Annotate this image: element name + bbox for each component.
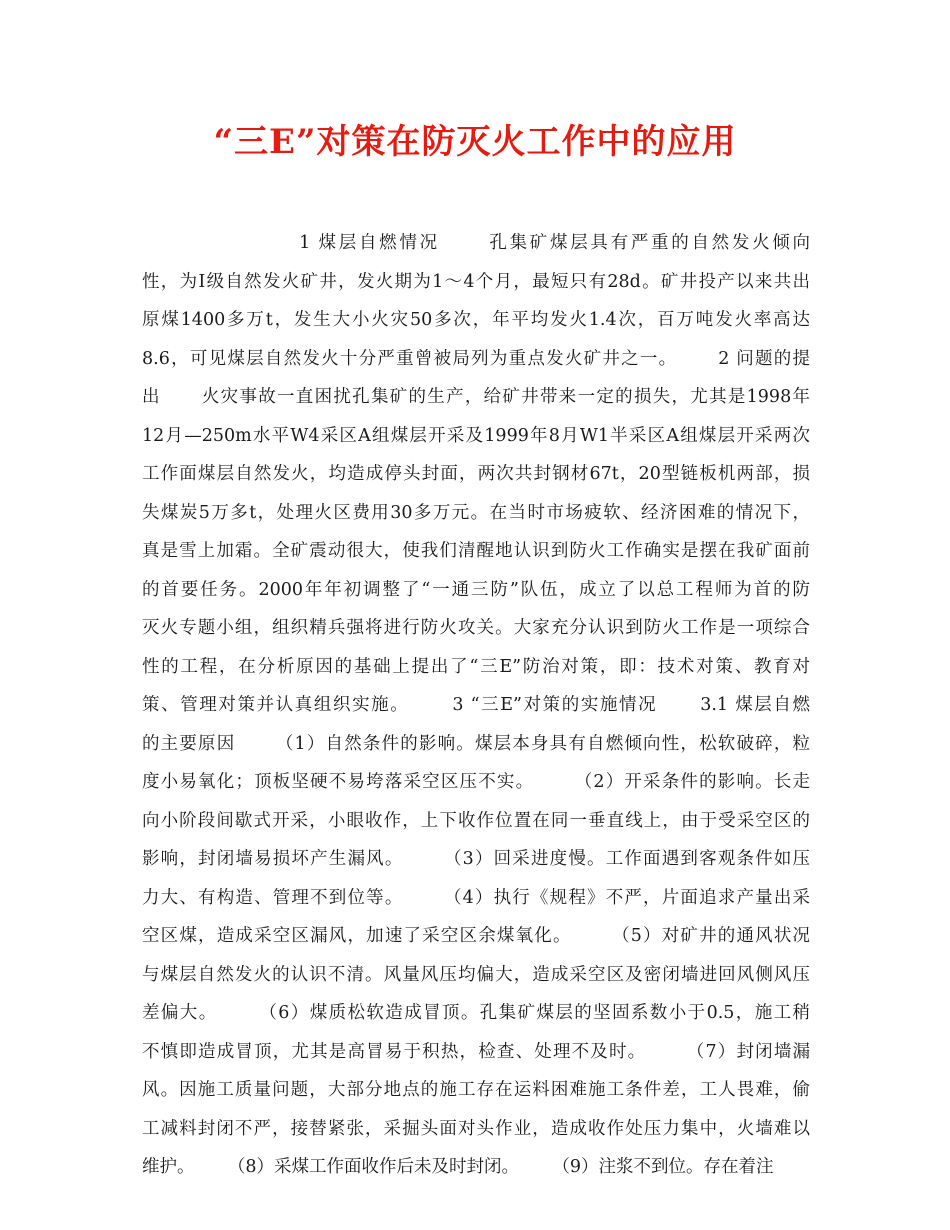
text-line: 不慎即造成冒顶，尤其是高冒易于积热，检查、处理不及时。 （7）封闭墙漏	[142, 1041, 810, 1062]
text-line: 灭火专题小组，组织精兵强将进行防火攻关。大家充分认识到防火工作是一项综合	[142, 618, 810, 638]
text-line: 性的工程，在分析原因的基础上提出了“三E”防治对策，即：技术对策、教育对	[142, 656, 810, 677]
text-line: 1 煤层自燃情况 孔集矿煤层具有严重的自然发火倾向	[142, 233, 810, 253]
text-line: 出 火灾事故一直困扰孔集矿的生产，给矿井带来一定的损失，尤其是1998年	[142, 387, 810, 407]
text-line: 策、管理对策并认真组织实施。 3 “三E”对策的实施情况 3.1 煤层自燃	[142, 695, 810, 715]
text-line: 失煤炭5万多t，处理火区费用30多万元。在当时市场疲软、经济困难的情况下，	[142, 502, 810, 523]
text-line: 风。因施工质量问题，大部分地点的施工存在运料困难施工条件差，工人畏难，偷	[142, 1080, 810, 1100]
document-title: “三E”对策在防灭火工作中的应用	[213, 122, 737, 162]
text-line: 的首要任务。2000年年初调整了“一通三防”队伍，成立了以总工程师为首的防	[142, 579, 810, 600]
text-line: 真是雪上加霜。全矿震动很大，使我们清醒地认识到防火工作确实是摆在我矿面前	[142, 541, 810, 561]
text-line: 向小阶段间歇式开采，小眼收作，上下收作位置在同一垂直线上，由于受采空区的	[142, 810, 810, 831]
text-line: 度小易氧化；顶板坚硬不易垮落采空区压不实。 （2）开采条件的影响。长走	[142, 772, 810, 792]
text-line: 影响，封闭墙易损坏产生漏风。 （3）回采进度慢。工作面遇到客观条件如压	[142, 849, 810, 869]
text-line: 12月—250m水平W4采区A组煤层开采及1999年8月W1半采区A组煤层开采两次	[142, 425, 810, 446]
text-line: 空区煤，造成采空区漏风，加速了采空区余煤氧化。 （5）对矿井的通风状况	[142, 926, 810, 946]
text-line: 的主要原因 （1）自然条件的影响。煤层本身具有自燃倾向性，松软破碎，粒	[142, 733, 810, 754]
text-line: 差偏大。 （6）煤质松软造成冒顶。孔集矿煤层的坚固系数小于0.5，施工稍	[142, 1003, 810, 1023]
document-body	[142, 224, 810, 1187]
text-line: 性，为Ⅰ级自然发火矿井，发火期为1～4个月，最短只有28d。矿井投产以来共出	[142, 271, 810, 292]
text-line: 8.6，可见煤层自然发火十分严重曾被局列为重点发火矿井之一。 2 问题的提	[142, 348, 810, 369]
text-line: 与煤层自然发火的认识不清。风量风压均偏大，造成采空区及密闭墙进回风侧风压	[142, 964, 810, 985]
text-line: 工作面煤层自然发火，均造成停头封面，两次共封钢材67t，20型链板机两部，损	[142, 464, 810, 484]
text-line: 原煤1400多万t，发生大小火灾50多次，年平均发火1.4次，百万吨发火率高达	[142, 310, 810, 330]
text-line: 维护。 （8）采煤工作面收作后未及时封闭。 （9）注浆不到位。存在着注	[142, 1157, 774, 1177]
text-line: 力大、有构造、管理不到位等。 （4）执行《规程》不严，片面追求产量出采	[142, 887, 810, 908]
text-line: 工减料封闭不严，接替紧张，采掘头面对头作业，造成收作处压力集中，火墙难以	[142, 1118, 810, 1139]
